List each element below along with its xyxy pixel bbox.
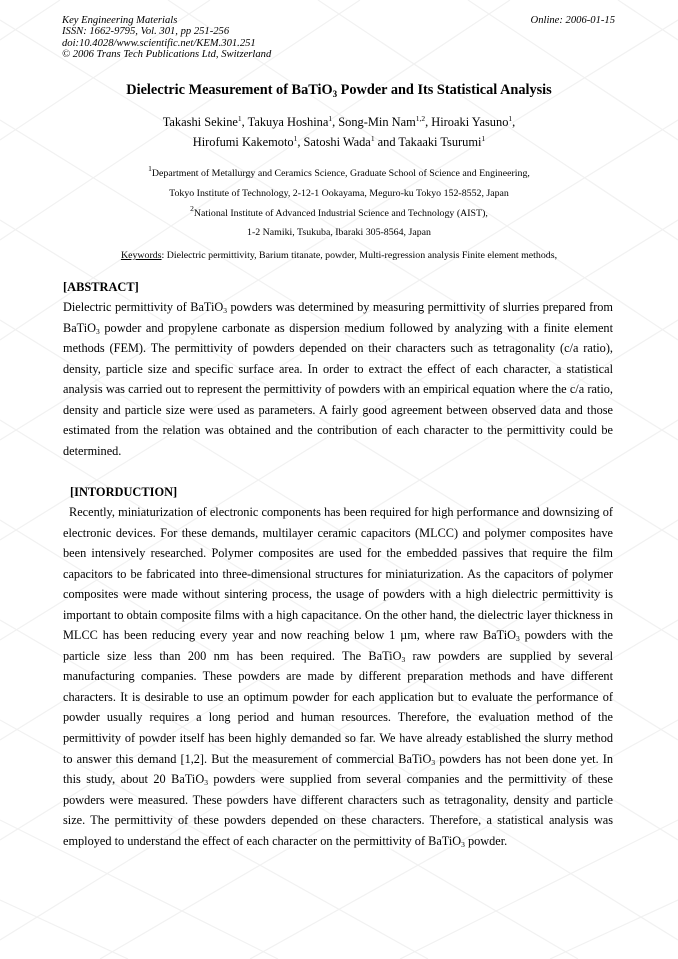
affiliation-2-line-1: $^2$National Institute of Advanced Industrial Science and Technology (AIST), — [190, 203, 488, 219]
keywords-label: Keywords — [120, 250, 162, 261]
affiliations — [0, 164, 678, 243]
journal-name: Key Engineering Materials — [62, 15, 178, 26]
paper-title: Dielectric Measurement of BaTiO$_3$ Powder and Its Statistical Analysis — [126, 82, 552, 99]
abstract-heading: [ABSTRACT] — [63, 280, 139, 294]
affiliation-2-line-2: 1-2 Namiki, Tsukuba, Ibaraki 305-8564, Japan — [247, 227, 431, 239]
keywords-line — [0, 250, 678, 261]
issn-line: ISSN: 1662-9795, Vol. 301, pp 251-256 — [62, 26, 230, 38]
introduction-paragraph: Recently, miniaturization of electronic components has been required for high performance and downsizing of electronic devices. For these demands, multilayer ceramic capacitors (MLCC) and polymer composites have been intensively researched. Polymer composites are used for the embedded passives that require the film capacitors to be fabricated into three-dimensional structures for miniaturization. As the capacitors of polymer composites were made without sintering process, the usage of powders with a high dielectric permittivity is important to obtain composite films with a high capacitance. On the other hand, the dielectric layer thickness in MLCC has been reducing every year and now reaching below 1 µm, where raw BaTiO$_3$ powders with the particle size less than 200 nm has been required. The BaTiO$_3$ raw powders are supplied by several manufacturing companies. These powders are made by different preparation methods and have different characters. It is desirable to use an optimum powder for each application but to evaluate the performance of powder usually requires a long period and human resources. Therefore, the evaluation method of the permittivity of powder itself has been highly demanded so far. We have already established the slurry method to answer this demand [1,2]. But the measurement of commercial BaTiO$_3$ powders has not been done yet. In this study, about 20 BaTiO$_3$ powders were supplied from several companies and the permittivity of these powders were measured. These powders have different characters such as tetragonality, density and particle size. The permittivity of these powders depended on these characters. Therefore, a statistical analysis was employed to understand the effect of each character on the permittivity of BaTiO$_3$ powder. — [63, 505, 613, 849]
journal-header — [62, 15, 271, 61]
abstract-paragraph: Dielectric permittivity of BaTiO$_3$ powders was determined by measuring permittivity of slurries prepared from BaTiO$_3$ powder and propylene carbonate as dispersion medium followed by analyzing with a finite element methods (FEM). The permittivity of powders depended on their characters such as tetragonality (c/a ratio), density, particle size and specific surface area. In order to extract the effect of each character, a statistical analysis was carried out to represent the permittivity of powders with an empirical equation where the c/a ratio, density and particle size were used as parameters. A fairly good agreement between observed data and those estimated from the relation was obtained and the contribution of each character to the permittivity could be determined. — [63, 300, 613, 458]
author-line-2: Hirofumi Kakemoto$^1$, Satoshi Wada$^1$ and Takaaki Tsurumi$^1$ — [192, 134, 486, 149]
online-date: Online: 2006-01-15 — [530, 15, 615, 26]
author-line-1: Takashi Sekine$^1$, Takuya Hoshina$^1$, Song-Min Nam$^{1,2}$, Hiroaki Yasuno$^1$, — [162, 114, 516, 129]
affiliation-1-line-2: Tokyo Institute of Technology, 2-12-1 Ookayama, Meguro-ku Tokyo 152-8552, Japan — [169, 187, 509, 199]
author-list — [0, 112, 678, 152]
copyright-line: © 2006 Trans Tech Publications Ltd, Switzerland — [62, 49, 272, 61]
introduction-heading: [INTORDUCTION] — [70, 485, 178, 499]
doi-line: doi:10.4028/www.scientific.net/KEM.301.251 — [62, 37, 256, 49]
affiliation-1-line-1: $^1$Department of Metallurgy and Ceramics Science, Graduate School of Science and Engineering, — [148, 164, 530, 179]
keywords-text: : Dielectric permittivity, Barium titanate, powder, Multi-regression analysis Finite element methods, — [161, 250, 558, 261]
